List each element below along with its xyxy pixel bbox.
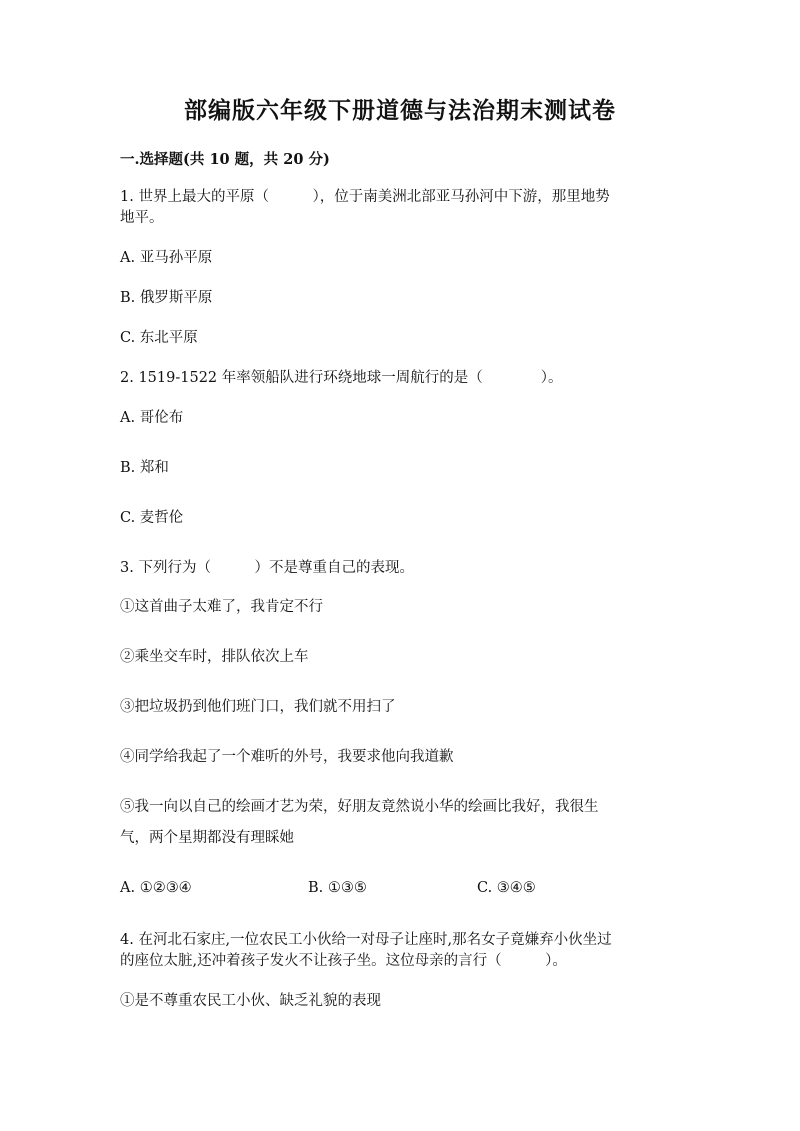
question-4-stem-line-1: 4. 在河北石家庄,一位农民工小伙给一对母子让座时,那名女子竟嫌弃小伙坐过 [120, 932, 612, 948]
question-2-option-c: C. 麦哲伦 [120, 510, 184, 526]
question-3-option-a: A. ①②③④ [120, 880, 192, 896]
question-3-statement-3: ③把垃圾扔到他们班门口，我们就不用扫了 [120, 699, 396, 715]
question-1-option-a: A. 亚马孙平原 [120, 250, 213, 266]
question-1-stem-line-2: 地平。 [120, 210, 164, 226]
question-4-statement-1: ①是不尊重农民工小伙、缺乏礼貌的表现 [120, 993, 381, 1009]
question-1-option-c: C. 东北平原 [120, 330, 198, 346]
question-3-statement-2: ②乘坐交车时，排队依次上车 [120, 649, 309, 665]
section-heading: 一.选择题(共 10 题，共 20 分) [120, 151, 330, 168]
question-4-stem-line-2: 的座位太脏,还冲着孩子发火不让孩子坐。这位母亲的言行（ ）。 [120, 953, 567, 969]
question-3-statement-5-line-2: 气，两个星期都没有理睬她 [120, 830, 294, 846]
question-3-stem: 3. 下列行为（ ）不是尊重自己的表现。 [120, 560, 414, 576]
question-3-options [120, 878, 680, 899]
question-3-option-c: C. ③④⑤ [477, 880, 536, 896]
question-1-option-b: B. 俄罗斯平原 [120, 290, 213, 306]
question-2-stem: 2. 1519-1522 年率领船队进行环绕地球一周航行的是（ ）。 [120, 370, 563, 386]
question-3-statement-5-line-1: ⑤我一向以自己的绘画才艺为荣，好朋友竟然说小华的绘画比我好，我很生 [120, 799, 599, 815]
question-3-statement-1: ①这首曲子太难了，我肯定不行 [120, 599, 323, 615]
question-2-option-b: B. 郑和 [120, 460, 169, 476]
exam-title: 部编版六年级下册道德与法治期末测试卷 [184, 97, 616, 124]
question-3-option-b: B. ①③⑤ [308, 880, 367, 896]
question-2-option-a: A. 哥伦布 [120, 410, 184, 426]
question-1-stem-line-1: 1. 世界上最大的平原（ ），位于南美洲北部亚马孙河中下游，那里地势 [120, 189, 610, 205]
question-3-statement-4: ④同学给我起了一个难听的外号，我要求他向我道歉 [120, 749, 454, 765]
